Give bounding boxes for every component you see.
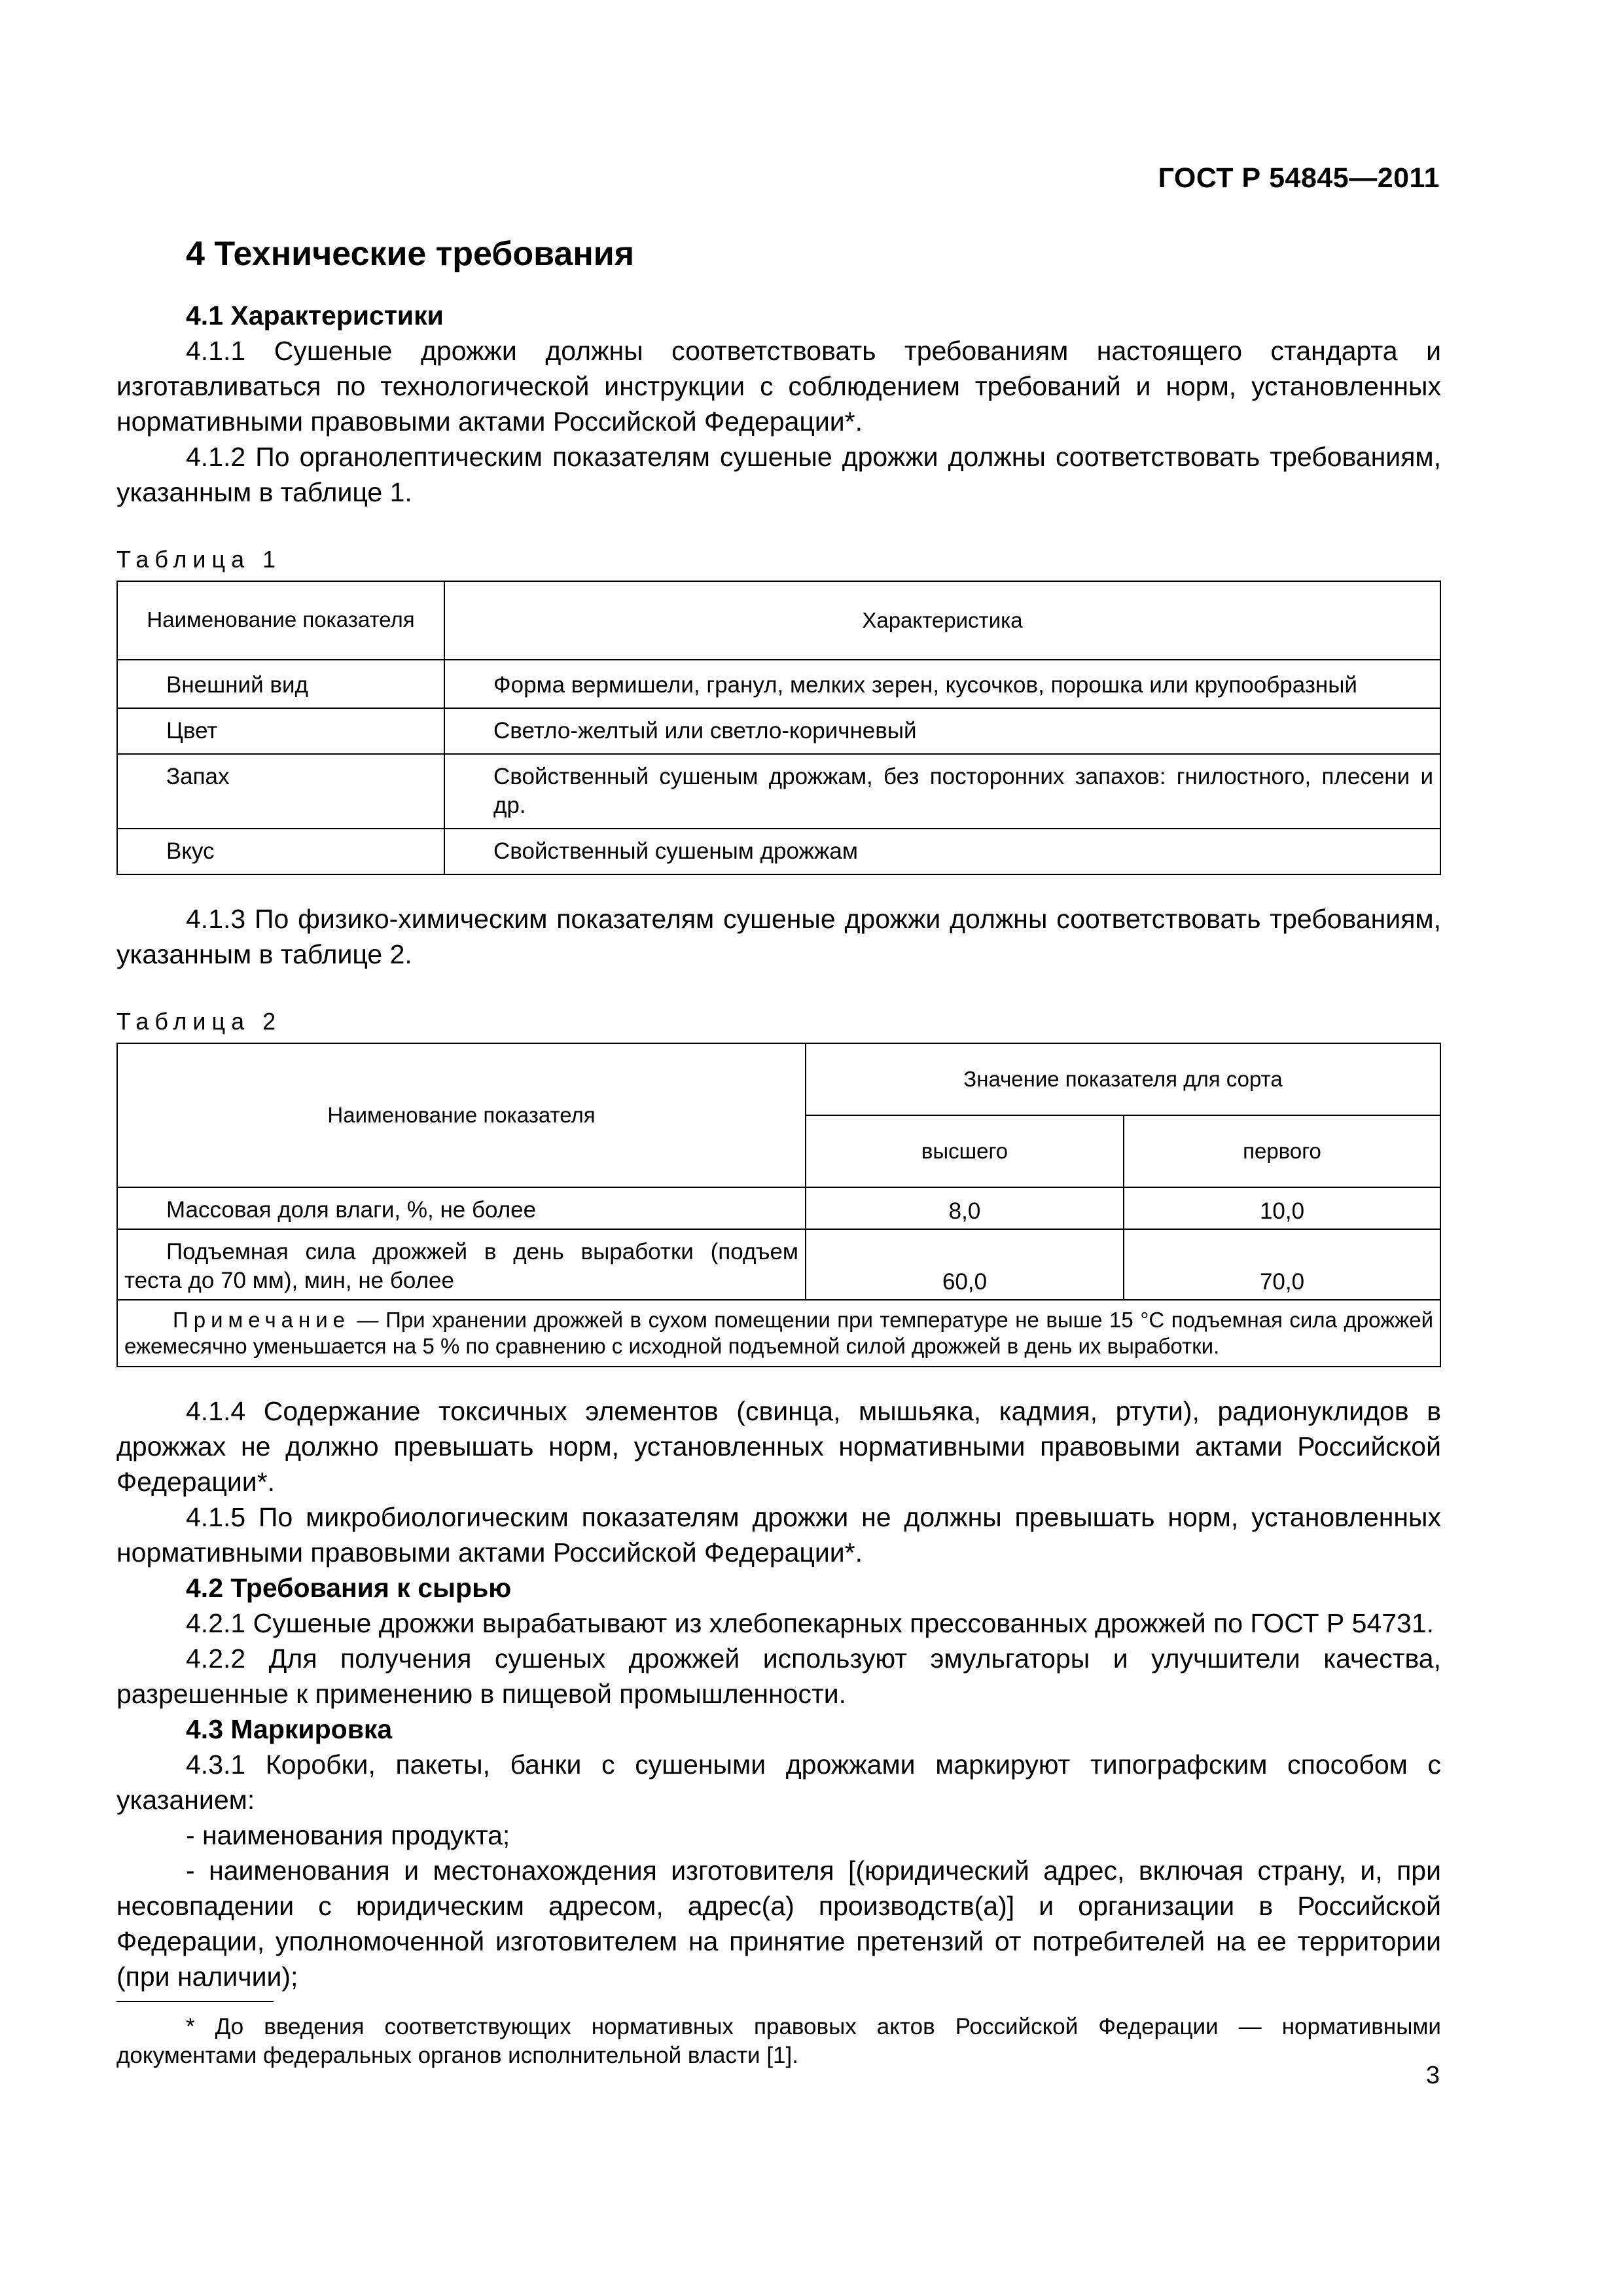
paragraph-4-1-3: 4.1.3 По физико-химическим показателям сушеные дрожжи должны соответствовать требованиям, указанным в таблице 2. [116, 904, 1441, 970]
table-1-header-characteristic: Характеристика [444, 581, 1440, 660]
footnote-separator [116, 2001, 274, 2002]
table-cell-value: 10,0 [1124, 1187, 1440, 1229]
table-1-header-row [117, 581, 1440, 660]
table-row [117, 754, 1440, 829]
document-id: ГОСТ Р 54845—2011 [1158, 162, 1440, 194]
table-cell-desc: Форма вермишели, гранул, мелких зерен, кусочков, порошка или крупообразный [444, 660, 1440, 708]
table-cell-name: Массовая доля влаги, %, не более [117, 1187, 806, 1229]
footnote: * До введения соответствующих нормативных правовых актов Российской Федерации — нормативными документами федеральных органов исполнительной власти [1]. [116, 2014, 1441, 2069]
table-cell-name: Подъемная сила дрожжей в день выработки (подъем теста до 70 мм), мин, не более [117, 1229, 806, 1300]
table-cell-name: Запах [117, 754, 444, 829]
table-row [117, 1187, 1440, 1229]
table-row [117, 829, 1440, 874]
section-title: 4 Технические требования [186, 235, 635, 273]
table-cell-name: Цвет [117, 708, 444, 754]
table-2-header-row-1 [117, 1043, 1440, 1115]
subsection-title-4-2: 4.2 Требования к сырью [186, 1573, 512, 1604]
table-cell-value: 60,0 [806, 1229, 1124, 1300]
table-2-header-group: Значение показателя для сорта [806, 1043, 1440, 1115]
paragraph-4-1-2: 4.1.2 По органолептическим показателям сушеные дрожжи должны соответствовать требованиям, указанным в таблице 1. [116, 442, 1441, 508]
table-row [117, 660, 1440, 708]
list-item: - наименования и местонахождения изготовителя [(юридический адрес, включая страну, и, при несовпадении с юридическим адресом, адрес(а) производств(а)] и организации в Российской Федерации, уполномоченной изготовителем на принятие претензий от потребителей на ее территории (при наличии); [116, 1856, 1441, 1992]
subsection-title-4-1: 4.1 Характеристики [186, 300, 444, 331]
paragraph-4-1-4: 4.1.4 Содержание токсичных элементов (свинца, мышьяка, кадмия, ртути), радионуклидов в дрожжах не должно превышать норм, установленных нормативными правовыми актами Российской Федерации*. [116, 1396, 1441, 1498]
subsection-title-4-3: 4.3 Маркировка [186, 1714, 393, 1745]
table-note [117, 1300, 1440, 1367]
table-2-header-grade-first: первого [1124, 1115, 1440, 1187]
list-item: - наименования продукта; [186, 1820, 510, 1851]
table-cell-name: Внешний вид [117, 660, 444, 708]
table-cell-value: 70,0 [1124, 1229, 1440, 1300]
note-text: — При хранении дрожжей в сухом помещении при температуре не выше 15 °С подъемная сила дрожжей ежемесячно уменьшается на 5 % по сравнению с исходной подъемной силой дрожжей в день их выработки. [124, 1308, 1434, 1359]
table-note-row [117, 1300, 1440, 1367]
paragraph-4-2-2: 4.2.2 Для получения сушеных дрожжей используют эмульгаторы и улучшители качества, разрешенные к применению в пищевой промышленности. [116, 1643, 1441, 1710]
paragraph-4-1-5: 4.1.5 По микробиологическим показателям дрожжи не должны превышать норм, установленных нормативными правовыми актами Российской Федерации*. [116, 1502, 1441, 1568]
paragraph-4-2-1: 4.2.1 Сушеные дрожжи вырабатывают из хлебопекарных прессованных дрожжей по ГОСТ Р 54731. [186, 1608, 1435, 1639]
page-number: 3 [1425, 2062, 1440, 2089]
paragraph-4-1-1: 4.1.1 Сушеные дрожжи должны соответствовать требованиям настоящего стандарта и изготавливаться по технологической инструкции с соблюдением требований и норм, установленных нормативными правовыми актами Российской Федерации*. [116, 336, 1441, 437]
table-cell-name: Вкус [117, 829, 444, 874]
table-2-header-name: Наименование показателя [117, 1043, 806, 1187]
table-1 [116, 581, 1441, 875]
table-row [117, 708, 1440, 754]
table-cell-desc: Светло-желтый или светло-коричневый [444, 708, 1440, 754]
page-content [116, 236, 1441, 2070]
note-label: Примечание [173, 1308, 351, 1333]
table-2-caption: Таблица 2 [116, 1008, 282, 1035]
paragraph-4-3-1: 4.3.1 Коробки, пакеты, банки с сушеными дрожжами маркируют типографским способом с указанием: [116, 1749, 1441, 1816]
table-row [117, 1229, 1440, 1300]
table-cell-desc: Свойственный сушеным дрожжам, без посторонних запахов: гнилостного, плесени и др. [444, 754, 1440, 829]
table-1-header-name: Наименование показателя [117, 581, 444, 660]
table-2 [116, 1043, 1441, 1367]
table-1-caption: Таблица 1 [116, 546, 282, 573]
table-cell-value: 8,0 [806, 1187, 1124, 1229]
table-2-header-grade-highest: высшего [806, 1115, 1124, 1187]
table-cell-desc: Свойственный сушеным дрожжам [444, 829, 1440, 874]
